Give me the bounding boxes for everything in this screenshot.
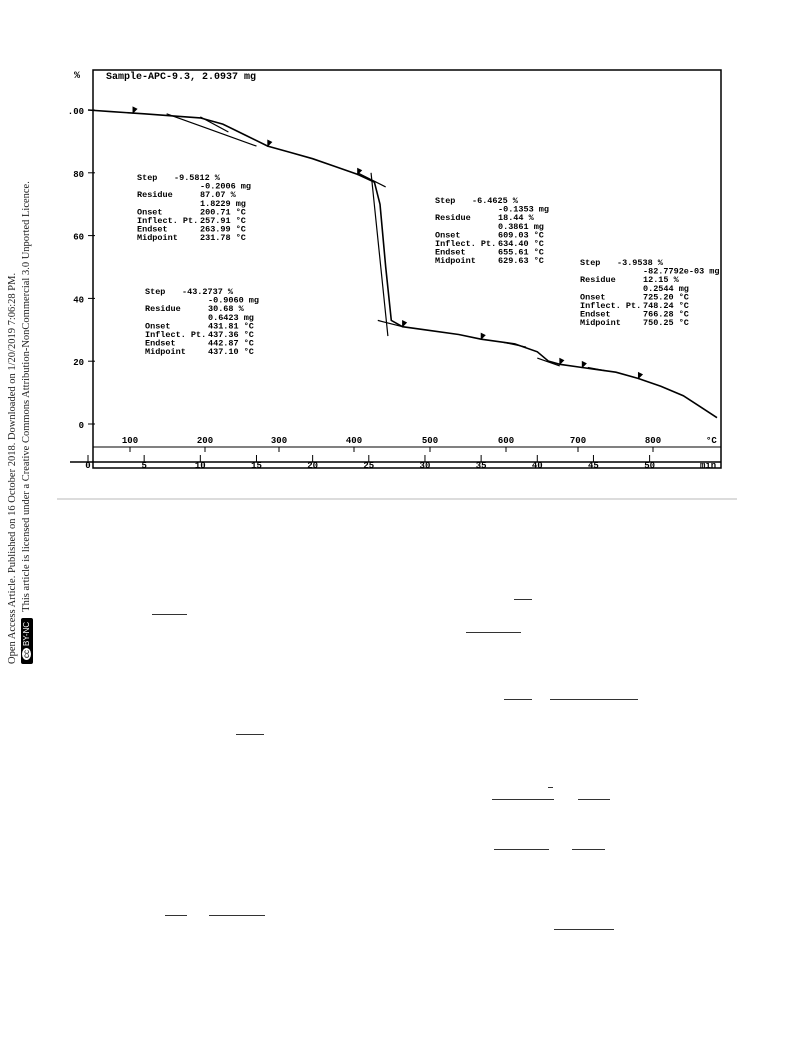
curve-marker bbox=[268, 140, 272, 146]
annotation-value: 231.78 °C bbox=[200, 233, 246, 244]
time-tick-label: 10 bbox=[194, 461, 206, 471]
annotation-value: 1.8229 mg bbox=[200, 198, 246, 209]
annotation-label: Onset bbox=[145, 321, 171, 332]
annotation-label: Inflect. Pt. bbox=[137, 216, 199, 226]
annotation-value: 0.2544 mg bbox=[643, 283, 689, 294]
temperature-ticks bbox=[122, 436, 661, 452]
plot-frame bbox=[93, 70, 721, 468]
temp-tick-label: 600 bbox=[497, 436, 515, 446]
annotation-label: Step bbox=[137, 173, 158, 183]
annotation-value: 655.61 °C bbox=[498, 247, 544, 258]
temp-tick-label: 500 bbox=[421, 436, 439, 446]
annotation-label: Endset bbox=[580, 309, 611, 320]
time-unit-label: min bbox=[700, 461, 717, 471]
temp-tick-label: 100 bbox=[121, 436, 139, 446]
annotation-value: 609.03 °C bbox=[498, 230, 544, 241]
annotation-label: Residue bbox=[435, 213, 471, 224]
annotation-value: 634.40 °C bbox=[498, 239, 544, 249]
time-tick-label: 30 bbox=[419, 461, 431, 471]
annotation-value: 442.87 °C bbox=[208, 338, 254, 349]
y-tick-label: 80 bbox=[73, 169, 84, 180]
license-link[interactable]: This article is licensed under a Creative Commons Attribution-NonCommercial 3.0 Unported Licence. bbox=[21, 181, 32, 612]
temp-tick-label: 300 bbox=[270, 436, 288, 446]
cc-license-badge[interactable] bbox=[21, 618, 33, 664]
annotation-label: Inflect. Pt. bbox=[145, 330, 207, 340]
temp-tick-label: 400 bbox=[345, 436, 363, 446]
text-rule bbox=[152, 614, 187, 615]
y-tick-label: .00 bbox=[67, 107, 84, 117]
annotation-value: 437.36 °C bbox=[208, 330, 254, 340]
curve-marker bbox=[133, 107, 137, 113]
annotation-label: Inflect. Pt. bbox=[580, 301, 642, 311]
curve-marker bbox=[638, 372, 642, 378]
text-rule bbox=[550, 699, 638, 700]
annotation-label: Midpoint bbox=[145, 347, 186, 358]
annotation-value: 629.63 °C bbox=[498, 256, 544, 267]
annotation-label: Inflect. Pt. bbox=[435, 239, 497, 249]
text-rule bbox=[236, 734, 264, 735]
annotation-label: Onset bbox=[137, 207, 163, 218]
time-tick-label: 0 bbox=[85, 461, 91, 471]
annotation-value: 263.99 °C bbox=[200, 224, 246, 235]
annotation-block bbox=[580, 258, 720, 328]
annotation-value: 200.71 °C bbox=[200, 207, 246, 218]
tangent-line bbox=[167, 114, 257, 146]
chart-title: Sample-APC-9.3, 2.0937 mg bbox=[106, 72, 257, 83]
y-unit-label: % bbox=[74, 71, 81, 82]
text-rule bbox=[165, 915, 187, 916]
cc-badge-label: BY-NC bbox=[21, 621, 31, 646]
annotation-value: -43.2737 % bbox=[182, 287, 234, 297]
curve-marker bbox=[560, 358, 564, 364]
annotation-label: Onset bbox=[580, 292, 606, 303]
annotation-label: Residue bbox=[137, 190, 173, 201]
publication-info-text: Open Access Article. Published on 16 October 2018. Downloaded on 1/20/2019 7:06:28 PM. bbox=[7, 272, 18, 664]
y-tick-label: 0 bbox=[78, 421, 84, 431]
annotation-block bbox=[137, 173, 251, 243]
time-tick-label: 50 bbox=[644, 461, 656, 471]
annotation-value: -0.2006 mg bbox=[200, 181, 252, 192]
tangent-line bbox=[378, 320, 403, 326]
annotation-block bbox=[435, 196, 549, 266]
annotation-label: Endset bbox=[137, 224, 168, 235]
annotation-value: 748.24 °C bbox=[643, 301, 689, 311]
text-rule bbox=[548, 787, 553, 788]
time-tick-label: 5 bbox=[141, 461, 147, 471]
curve-marker bbox=[481, 333, 485, 339]
text-rule bbox=[209, 915, 265, 916]
text-rule bbox=[572, 849, 605, 850]
y-tick-label: 40 bbox=[73, 295, 84, 306]
text-rule bbox=[578, 799, 610, 800]
y-tick-label: 60 bbox=[73, 232, 84, 243]
text-rule bbox=[494, 849, 549, 850]
annotation-value: 766.28 °C bbox=[643, 309, 689, 320]
annotation-label: Step bbox=[145, 287, 166, 297]
curve-marker bbox=[403, 321, 407, 327]
text-rule bbox=[514, 599, 532, 600]
annotation-block bbox=[145, 287, 259, 357]
annotation-value: 87.07 % bbox=[200, 190, 236, 201]
annotation-label: Midpoint bbox=[435, 256, 476, 267]
time-tick-label: 15 bbox=[251, 461, 262, 471]
annotation-value: -0.1353 mg bbox=[498, 204, 550, 215]
annotation-label: Onset bbox=[435, 230, 461, 241]
time-tick-label: 25 bbox=[363, 461, 375, 471]
text-rule bbox=[554, 929, 614, 930]
time-tick-label: 40 bbox=[531, 461, 543, 471]
annotation-value: 12.15 % bbox=[643, 275, 679, 286]
tangent-line bbox=[371, 173, 388, 336]
time-tick-label: 20 bbox=[307, 461, 319, 471]
text-rule bbox=[466, 632, 521, 633]
annotation-value: 437.10 °C bbox=[208, 347, 254, 358]
annotation-value: 0.6423 mg bbox=[208, 312, 254, 323]
annotation-value: -3.9538 % bbox=[617, 258, 663, 268]
annotation-label: Step bbox=[580, 258, 601, 268]
annotation-label: Endset bbox=[435, 247, 466, 258]
annotation-value: -82.7792e-03 mg bbox=[643, 266, 720, 277]
annotation-label: Midpoint bbox=[580, 318, 621, 329]
text-rule bbox=[504, 699, 532, 700]
annotation-label: Residue bbox=[145, 304, 181, 315]
time-tick-label: 35 bbox=[475, 461, 487, 471]
annotation-value: -6.4625 % bbox=[472, 196, 518, 206]
y-tick-label: 20 bbox=[73, 358, 84, 369]
temp-tick-label: 200 bbox=[196, 436, 214, 446]
annotation-label: Endset bbox=[145, 338, 176, 349]
time-tick-label: 45 bbox=[588, 461, 599, 471]
tga-chart bbox=[0, 0, 793, 500]
curve-marker bbox=[582, 361, 586, 367]
temp-unit-label: °C bbox=[706, 436, 717, 446]
annotation-value: 0.3861 mg bbox=[498, 221, 544, 232]
cc-icon: cc bbox=[21, 650, 31, 658]
temp-tick-label: 800 bbox=[644, 436, 662, 446]
annotation-label: Step bbox=[435, 196, 456, 206]
annotation-value: -0.9060 mg bbox=[208, 295, 260, 306]
section-divider bbox=[57, 498, 737, 500]
y-ticks bbox=[68, 107, 95, 431]
annotation-label: Residue bbox=[580, 275, 616, 286]
annotation-value: 431.81 °C bbox=[208, 321, 254, 332]
annotation-value: 750.25 °C bbox=[643, 318, 689, 329]
annotation-value: 30.68 % bbox=[208, 304, 244, 315]
annotation-value: 18.44 % bbox=[498, 213, 534, 224]
annotation-value: 257.91 °C bbox=[200, 216, 246, 226]
annotation-value: -9.5812 % bbox=[174, 173, 220, 183]
annotation-label: Midpoint bbox=[137, 233, 178, 244]
text-rule bbox=[492, 799, 554, 800]
annotation-value: 725.20 °C bbox=[643, 292, 689, 303]
temp-tick-label: 700 bbox=[569, 436, 587, 446]
